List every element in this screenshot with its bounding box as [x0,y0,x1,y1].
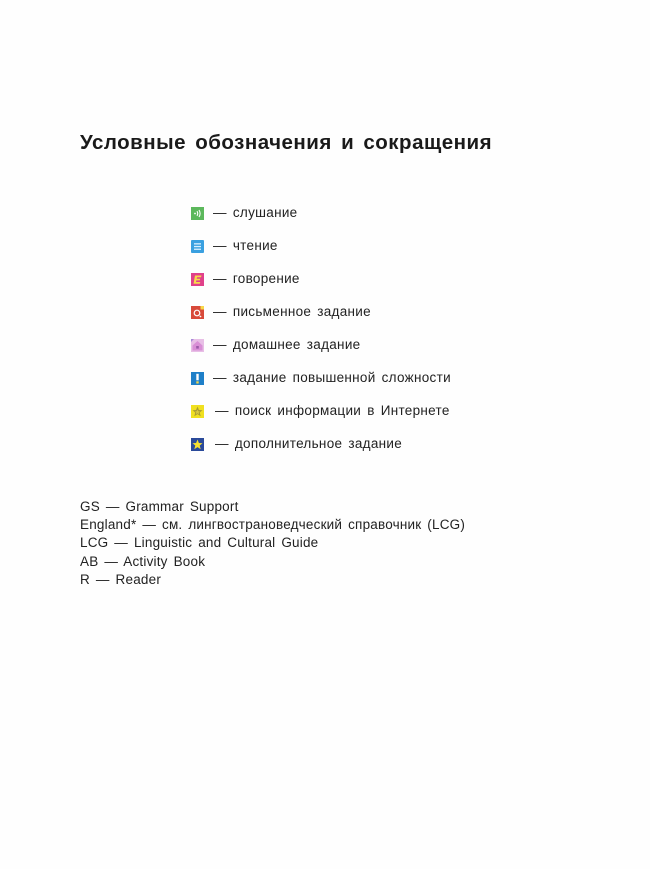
legend-label: — говорение [213,271,300,286]
abbreviation-r: R — Reader [80,571,162,587]
symbols-legend [191,203,451,467]
legend-label: — чтение [213,238,278,253]
reading-icon [191,240,204,253]
legend-item-listening [191,203,451,236]
legend-item-writing [191,302,451,335]
writing-icon [191,306,204,319]
legend-label: — письменное задание [213,304,371,319]
legend-item-homework [191,335,451,368]
legend-label: — дополнительное задание [215,436,403,451]
speaking-icon [191,273,204,286]
legend-item-speaking [191,269,451,302]
abbreviations-list [80,498,465,589]
legend-label: — задание повышенной сложности [213,370,451,385]
exclamation-icon [191,372,204,385]
star-icon [191,438,204,451]
abbreviation-lcg: LCG — Linguistic and Cultural Guide [80,535,319,551]
legend-item-internet [191,401,451,434]
homework-icon [191,339,204,352]
page-title: Условные обозначения и сокращения [80,131,493,154]
internet-search-icon [191,405,204,418]
abbreviation-ab: AB — Activity Book [80,553,206,569]
legend-label: — поиск информации в Интернете [215,403,450,418]
legend-label: — домашнее задание [213,337,361,352]
abbreviation-gs: GS — Grammar Support [80,499,239,514]
legend-item-advanced [191,368,451,401]
legend-item-reading [191,236,451,269]
abbreviation-england: England* — см. лингвострановедческий справочник (LCG) [80,517,466,533]
legend-item-extra [191,434,451,467]
listening-icon [191,207,204,220]
legend-label: — слушание [213,205,298,220]
